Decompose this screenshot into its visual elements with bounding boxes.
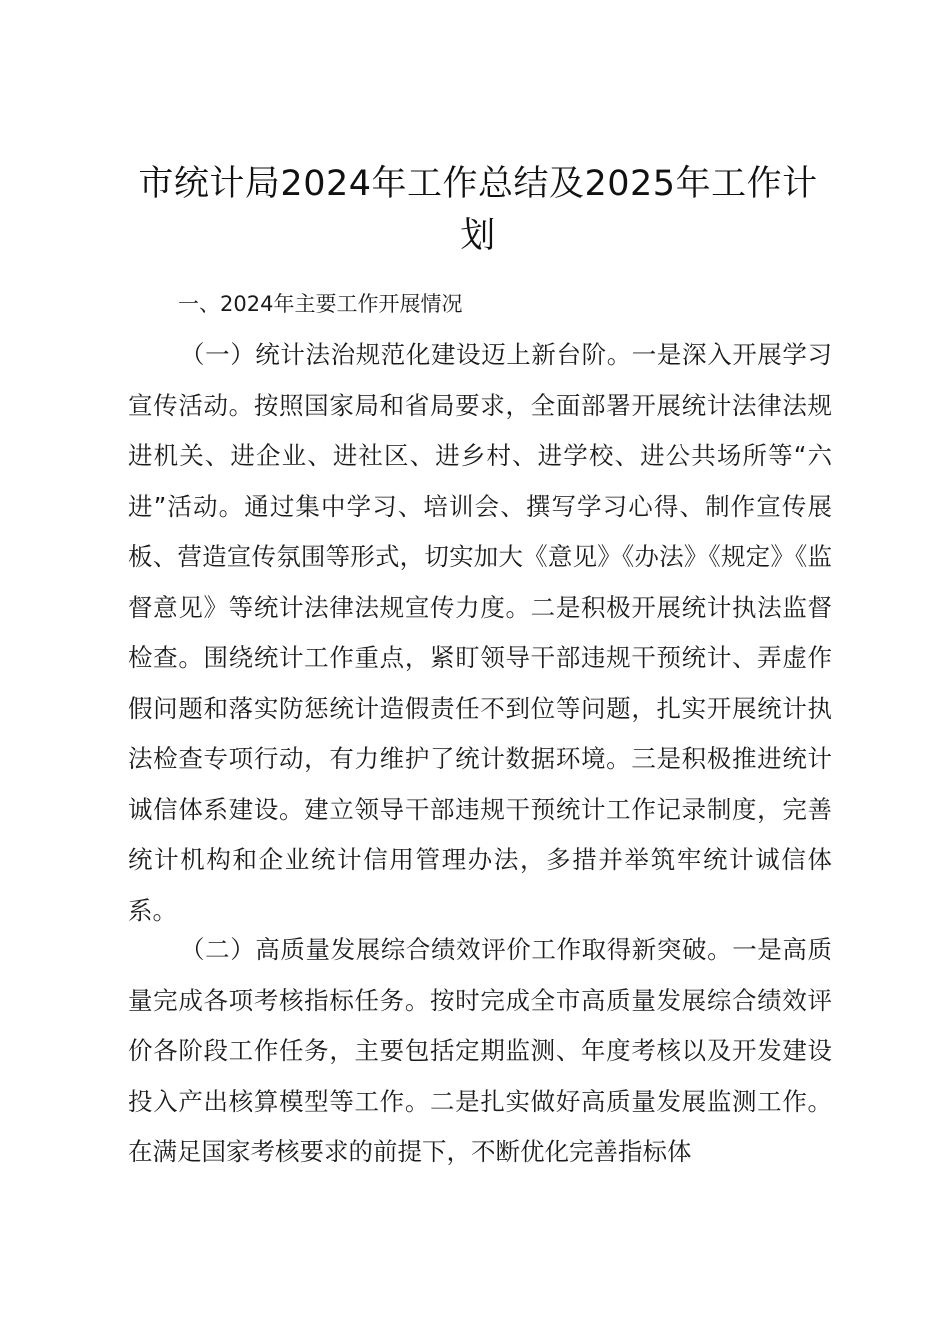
document-title: 市统计局2024年工作总结及2025年工作计划 [138,164,818,256]
paragraph-2: （二）高质量发展综合绩效评价工作取得新突破。一是高质量完成各项考核指标任务。按时完成全市高质量发展综合绩效评价各阶段工作任务，主要包括定期监测、年度考核以及开发建设投入产出核算模型等工作。二是扎实做好高质量发展监测工作。在满足国家考核要求的前提下，不断优化完善指标体 [128,935,832,1166]
paragraph-1: （一）统计法治规范化建设迈上新台阶。一是深入开展学习宣传活动。按照国家局和省局要求，全面部署开展统计法律法规进机关、进企业、进社区、进乡村、进学校、进公共场所等“六进”活动。通过集中学习、培训会、撰写学习心得、制作宣传展板、营造宣传氛围等形式，切实加大《意见》《办法》《规定》《监督意见》等统计法律法规宣传力度。二是积极开展统计执法监督检查。围绕统计工作重点，紧盯领导干部违规干预统计、弄虚作假问题和落实防惩统计造假责任不到位等问题，扎实开展统计执法检查专项行动，有力维护了统计数据环境。三是积极推进统计诚信体系建设。建立领导干部违规干预统计工作记录制度，完善统计机构和企业统计信用管理办法，多措并举筑牢统计诚信体系。 [128,340,832,925]
section-heading: 一、2024年主要工作开展情况 [178,292,463,316]
